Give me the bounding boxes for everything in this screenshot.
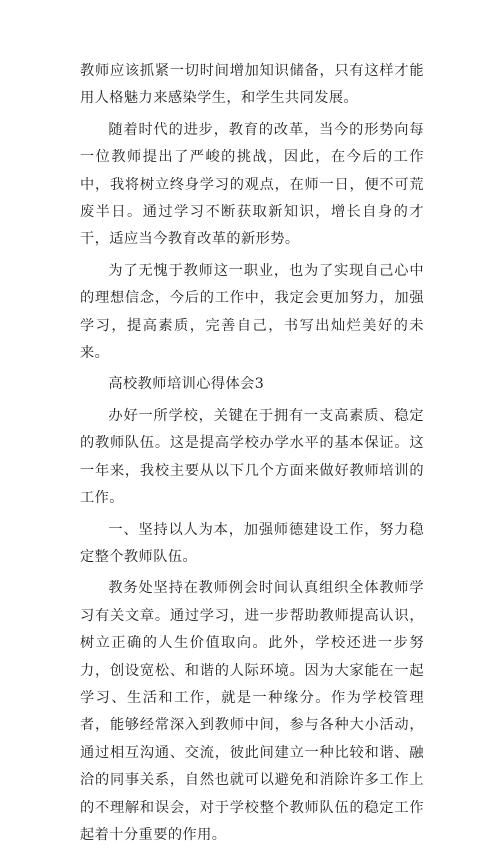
paragraph: 办好一所学校，关键在于拥有一支高素质、稳定的教师队伍。这是提高学校办学水平的基本保证。这一年来，我校主要从以下几个方面来做好教师培训的工作。 <box>80 407 424 507</box>
paragraph: 随着时代的进步，教育的改革，当今的形势向每一位教师提出了严峻的挑战，因此，在今后的工作中，我将树立终身学习的观点，在师一日，便不可荒废半日。通过学习不断获取新知识，增长自身的才干，适应当今教育改革的新形势。 <box>80 121 424 248</box>
paragraph: 一、坚持以人为本，加强师德建设工作，努力稳定整个教师队伍。 <box>80 521 424 565</box>
paragraph: 为了无愧于教师这一职业，也为了实现自己心中的理想信念，今后的工作中，我定会更加努力，加强学习，提高素质，完善自己，书写出灿烂美好的未来。 <box>80 262 424 362</box>
section-heading: 高校教师培训心得体会3 <box>108 376 265 393</box>
document-body <box>80 58 424 853</box>
paragraph: 教务处坚持在教师例会时间认真组织全体教师学习有关文章。通过学习，进一步帮助教师提高认识，树立正确的人生价值取向。此外，学校还进一步努力，创设宽松、和谐的人际环境。因为大家能在一起学习、生活和工作，就是一种缘分。作为学校管理者，能够经常深入到教师中间，参与各种大小活动，通过相互沟通、交流，彼此间建立一种比较和谐、融洽的同事关系，自然也就可以避免和消除许多工作上的不理解和误会，对于学校整个教师队伍的稳定工作起着十分重要的作用。 <box>80 580 424 843</box>
paragraph-continued: 教师应该抓紧一切时间增加知识储备，只有这样才能用人格魅力来感染学生，和学生共同发展。 <box>80 63 424 107</box>
